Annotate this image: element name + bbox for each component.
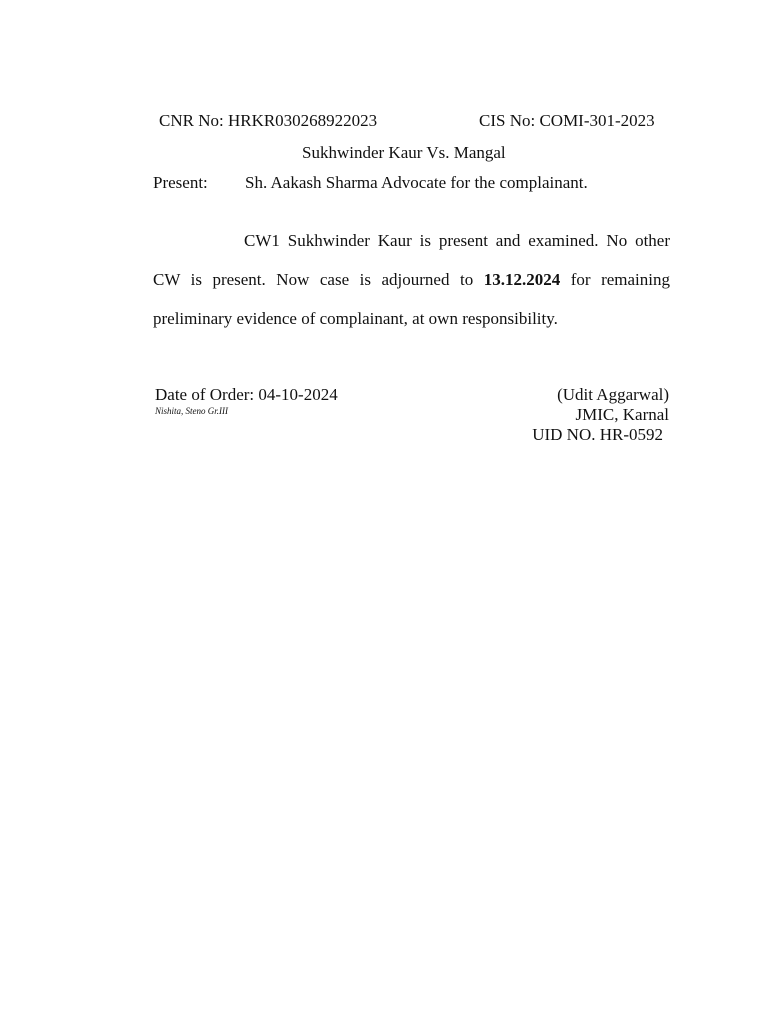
judge-designation: JMIC, Karnal bbox=[575, 405, 669, 424]
judge-uid: UID NO. HR-0592 bbox=[532, 425, 663, 444]
order-paragraph bbox=[153, 221, 670, 338]
present-text: Sh. Aakash Sharma Advocate for the complainant. bbox=[245, 173, 588, 192]
order-text-before-date: CW1 Sukhwinder Kaur is present and examined. No other CW is present. Now case is adjourned to bbox=[153, 231, 670, 289]
present-label: Present: bbox=[153, 173, 208, 192]
steno-note: Nishita, Steno Gr.III bbox=[155, 406, 228, 416]
cis-number: CIS No: COMI-301-2023 bbox=[479, 111, 655, 130]
judge-name: (Udit Aggarwal) bbox=[557, 385, 669, 404]
order-text-after-date: for remaining preliminary evidence of complainant, at own responsibility. bbox=[153, 270, 670, 328]
date-of-order: Date of Order: 04-10-2024 bbox=[155, 385, 338, 404]
adjourned-date: 13.12.2024 bbox=[483, 270, 561, 289]
cnr-number: CNR No: HRKR030268922023 bbox=[159, 111, 378, 130]
case-title: Sukhwinder Kaur Vs. Mangal bbox=[302, 143, 506, 162]
